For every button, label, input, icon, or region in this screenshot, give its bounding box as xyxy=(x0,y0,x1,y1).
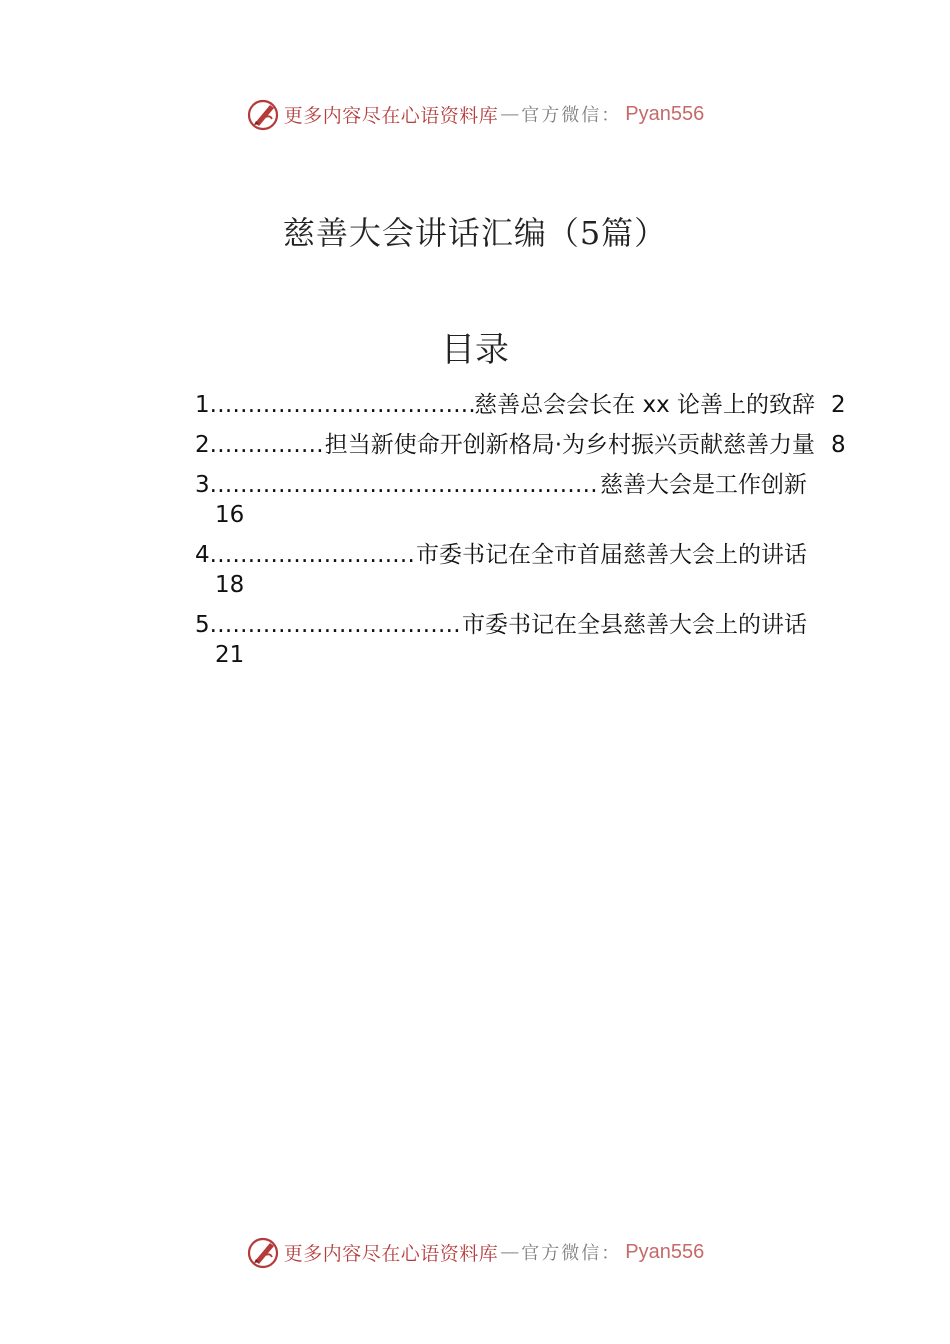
toc-entry-title: 担当新使命开创新格局·为乡村振兴贡献慈善力量 xyxy=(324,432,815,458)
pen-logo-icon xyxy=(246,1235,280,1269)
toc-entry-5[interactable] xyxy=(195,610,845,670)
promo-text: 更多内容尽在心语资料库 xyxy=(283,104,499,127)
toc-entry-page: 8 xyxy=(831,432,846,458)
toc-entry-title: 市委书记在全县慈善大会上的讲话 xyxy=(462,612,807,638)
footer-banner xyxy=(0,1232,950,1272)
pen-logo-icon xyxy=(246,97,280,131)
toc-entry-page: 21 xyxy=(215,642,245,668)
toc-entry-number: 5 xyxy=(195,612,210,638)
wechat-id: Pyan556 xyxy=(625,1240,705,1263)
toc-entry-3[interactable] xyxy=(195,470,845,530)
official-wechat-label: 官方微信： xyxy=(521,1243,622,1264)
dot-leader xyxy=(210,470,600,500)
dot-leader xyxy=(210,430,325,460)
toc-heading: 目录 xyxy=(441,330,509,370)
toc-entry-number: 4 xyxy=(195,542,210,568)
toc-entry-1[interactable] xyxy=(195,390,845,420)
promo-text: 更多内容尽在心语资料库 xyxy=(283,1242,499,1265)
header-banner xyxy=(0,94,950,134)
table-of-contents xyxy=(195,390,845,680)
dot-leader xyxy=(210,540,416,570)
separator-dash: — xyxy=(500,1241,520,1263)
page-title: 慈善大会讲话汇编（5篇） xyxy=(282,214,668,252)
toc-entry-page: 2 xyxy=(831,392,846,418)
toc-entry-number: 1 xyxy=(195,392,210,418)
dot-leader xyxy=(210,610,462,640)
toc-entry-title: 慈善大会是工作创新 xyxy=(600,472,807,498)
separator-dash: — xyxy=(500,103,520,125)
toc-entry-2[interactable] xyxy=(195,430,845,460)
toc-entry-number: 2 xyxy=(195,432,210,458)
toc-entry-page: 16 xyxy=(215,502,245,528)
toc-entry-number: 3 xyxy=(195,472,210,498)
toc-entry-title: 慈善总会会长在 xx 论善上的致辞 xyxy=(474,392,815,418)
toc-entry-4[interactable] xyxy=(195,540,845,600)
dot-leader xyxy=(210,390,475,420)
official-wechat-label: 官方微信： xyxy=(521,105,622,126)
toc-entry-title: 市委书记在全市首届慈善大会上的讲话 xyxy=(416,542,807,568)
toc-entry-page: 18 xyxy=(215,572,245,598)
wechat-id: Pyan556 xyxy=(625,102,705,125)
